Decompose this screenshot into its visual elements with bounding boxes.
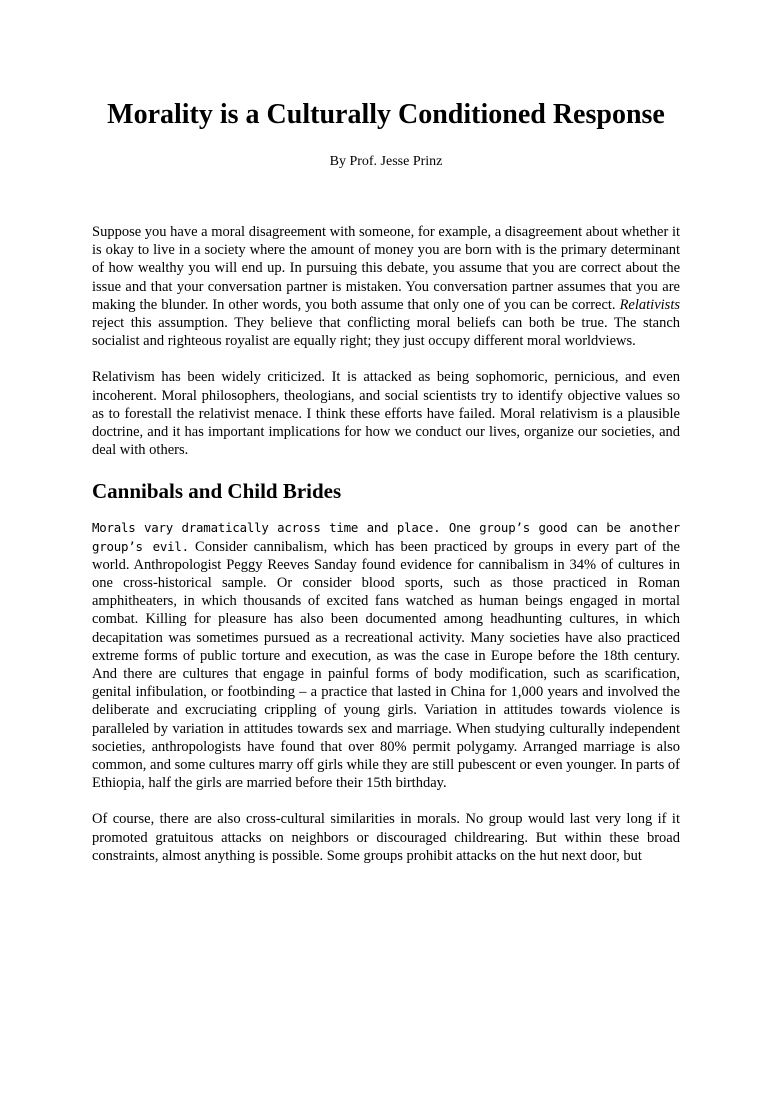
lead-sentence: Morals vary dramatically across time and place. One group’s good can be another group’s evil. (92, 520, 680, 554)
document-page (0, 95, 768, 1119)
paragraph-intro-text-b: reject this assumption. They believe that conflicting moral beliefs can both be true. The stanch socialist and righteous royalist are equally right; they just occupy different moral worldviews. (92, 315, 680, 350)
paragraph-similarities: Of course, there are also cross-cultural similarities in morals. No group would last very long if it promoted gratuitous attacks on neighbors or discouraged childrearing. But within these broad constraints, almost anything is possible. Some groups prohibit attacks on the hut next door, but (92, 811, 680, 864)
section-heading: Cannibals and Child Brides (92, 479, 342, 504)
paragraph-cannibals-body: Consider cannibalism, which has been practiced by groups in every part of the world. Anthropologist Peggy Reeves Sanday found evidence for cannibalism in 34% of cultures in one cross-historical sample. Or consider blood sports, such as those practiced in Roman amphitheaters, in which thousands of excited fans watched as human beings engaged in mortal combat. Killing for pleasure has also been documented among headhunting cultures, in which decapitation was sometimes pursued as a recreational activity. Many societies have also practiced extreme forms of public torture and execution, as was the case in Europe before the 18th century. And there are cultures that engage in painful forms of body modification, such as scarification, genital infibulation, or footbinding – a practice that lasted in China for 1,000 years and involved the deliberate and excruciating crippling of young girls. Variation in attitudes towards violence is paralleled by variation in attitudes towards sex and marriage. When studying culturally independent societies, anthropologists have found that over 80% permit polygamy. Arranged marriage is also common, and some cultures marry off girls while they are still pubescent or even younger. In parts of Ethiopia, half the girls are married before their 15th birthday. (92, 538, 680, 792)
paragraph-relativism-criticized: Relativism has been widely criticized. It is attacked as being sophomoric, pernicious, and even incoherent. Moral philosophers, theologians, and social scientists try to identify objective values so as to forestall the relativist menace. I think these efforts have failed. Moral relativism is a plausible doctrine, and it has important implications for how we conduct our lives, organize our societies, and deal with others. (92, 369, 680, 459)
paragraph-intro (92, 223, 680, 350)
relativists-term: Relativists (619, 296, 680, 313)
paragraph-intro-text-a: Suppose you have a moral disagreement with someone, for example, a disagreement about whether it is okay to live in a society where the amount of money you are born with is the primary determinant of how wealthy you will end up. In pursuing this debate, you assume that you are correct about the issue and that your conversation partner is mistaken. You conversation partner assumes that you are making the blunder. In other words, you both assume that only one of you can be correct. (92, 224, 680, 313)
author-byline: By Prof. Jesse Prinz (329, 154, 443, 169)
page-title: Morality is a Culturally Conditioned Response (107, 99, 665, 130)
paragraph-cannibals (92, 519, 680, 792)
